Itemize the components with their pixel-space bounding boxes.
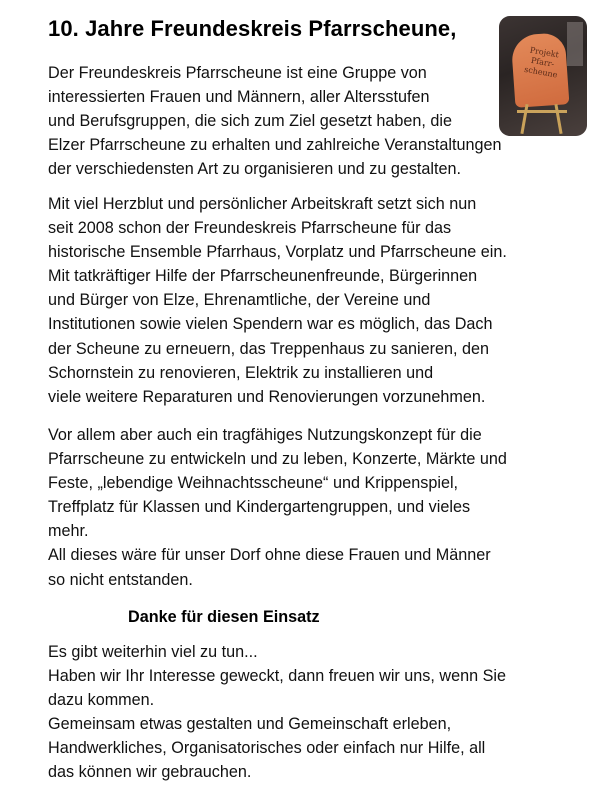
text-line: Pfarrscheune zu entwickeln und zu leben, Konzerte, Märkte und: [48, 450, 507, 469]
text-line: und Bürger von Elze, Ehrenamtliche, der Vereine und: [48, 291, 431, 310]
text-line: Haben wir Ihr Interesse geweckt, dann freuen wir uns, wenn Sie: [48, 667, 506, 686]
text-line: Vor allem aber auch ein tragfähiges Nutzungskonzept für die: [48, 426, 482, 444]
easel-leg-right: [554, 104, 562, 134]
text-line: dazu kommen.: [48, 691, 155, 710]
text-line: Mit viel Herzblut und persönlicher Arbeitskraft setzt sich nun: [48, 195, 477, 213]
text-line: mehr.: [48, 522, 89, 541]
pfarrscheune-project-photo: [499, 16, 587, 136]
text-line: und Berufsgruppen, die sich zum Ziel gesetzt haben, die: [48, 112, 453, 131]
project-sign-text: Projekt Pfarr-scheune: [523, 45, 560, 80]
text-line: Der Freundeskreis Pfarrscheune ist eine Gruppe von: [48, 64, 427, 82]
easel-plank: [517, 110, 567, 113]
project-sign: [511, 32, 570, 108]
text-line: so nicht entstanden.: [48, 570, 193, 589]
text-line: der Scheune zu erneuern, das Treppenhaus zu sanieren, den: [48, 339, 489, 358]
text-line: viele weitere Reparaturen und Renovierungen vorzunehmen.: [48, 387, 486, 406]
text-line: interessierten Frauen und Männern, aller Altersstufen: [48, 88, 430, 107]
text-line: Elzer Pfarrscheune zu erhalten und zahlreiche Veranstaltungen: [48, 136, 502, 155]
text-line: Feste, „lebendige Weihnachtsscheune“ und Krippenspiel,: [48, 474, 459, 493]
text-line: All dieses wäre für unser Dorf ohne diese Frauen und Männer: [48, 546, 491, 565]
text-line: Gemeinsam etwas gestalten und Gemeinschaft erleben,: [48, 715, 452, 734]
page-title: 10. Jahre Freundeskreis Pfarrscheune,: [48, 16, 457, 41]
easel-leg-left: [520, 104, 528, 134]
text-line: historische Ensemble Pfarrhaus, Vorplatz und Pfarrscheune ein.: [48, 243, 507, 262]
text-line: Treffplatz für Klassen und Kindergartengruppen, und vieles: [48, 498, 471, 517]
text-line: das können wir gebrauchen.: [48, 763, 252, 782]
text-line: Es gibt weiterhin viel zu tun...: [48, 643, 258, 661]
text-line: seit 2008 schon der Freundeskreis Pfarrscheune für das: [48, 219, 452, 238]
photo-background-window: [567, 22, 583, 66]
text-line: Handwerkliches, Organisatorisches oder einfach nur Hilfe, all: [48, 739, 486, 758]
history-paragraph: [48, 192, 507, 409]
text-line: Schornstein zu renovieren, Elektrik zu installieren und: [48, 363, 434, 382]
text-line: der verschiedensten Art zu organisieren und zu gestalten.: [48, 160, 462, 179]
text-line: Mit tatkräftiger Hilfe der Pfarrscheunenfreunde, Bürgerinnen: [48, 267, 478, 286]
usage-paragraph: [48, 423, 507, 592]
thanks-heading: Danke für diesen Einsatz: [128, 608, 320, 626]
closing-paragraph: [48, 640, 506, 785]
text-line: Institutionen sowie vielen Spendern war es möglich, das Dach: [48, 315, 493, 334]
intro-paragraph: [48, 61, 502, 181]
